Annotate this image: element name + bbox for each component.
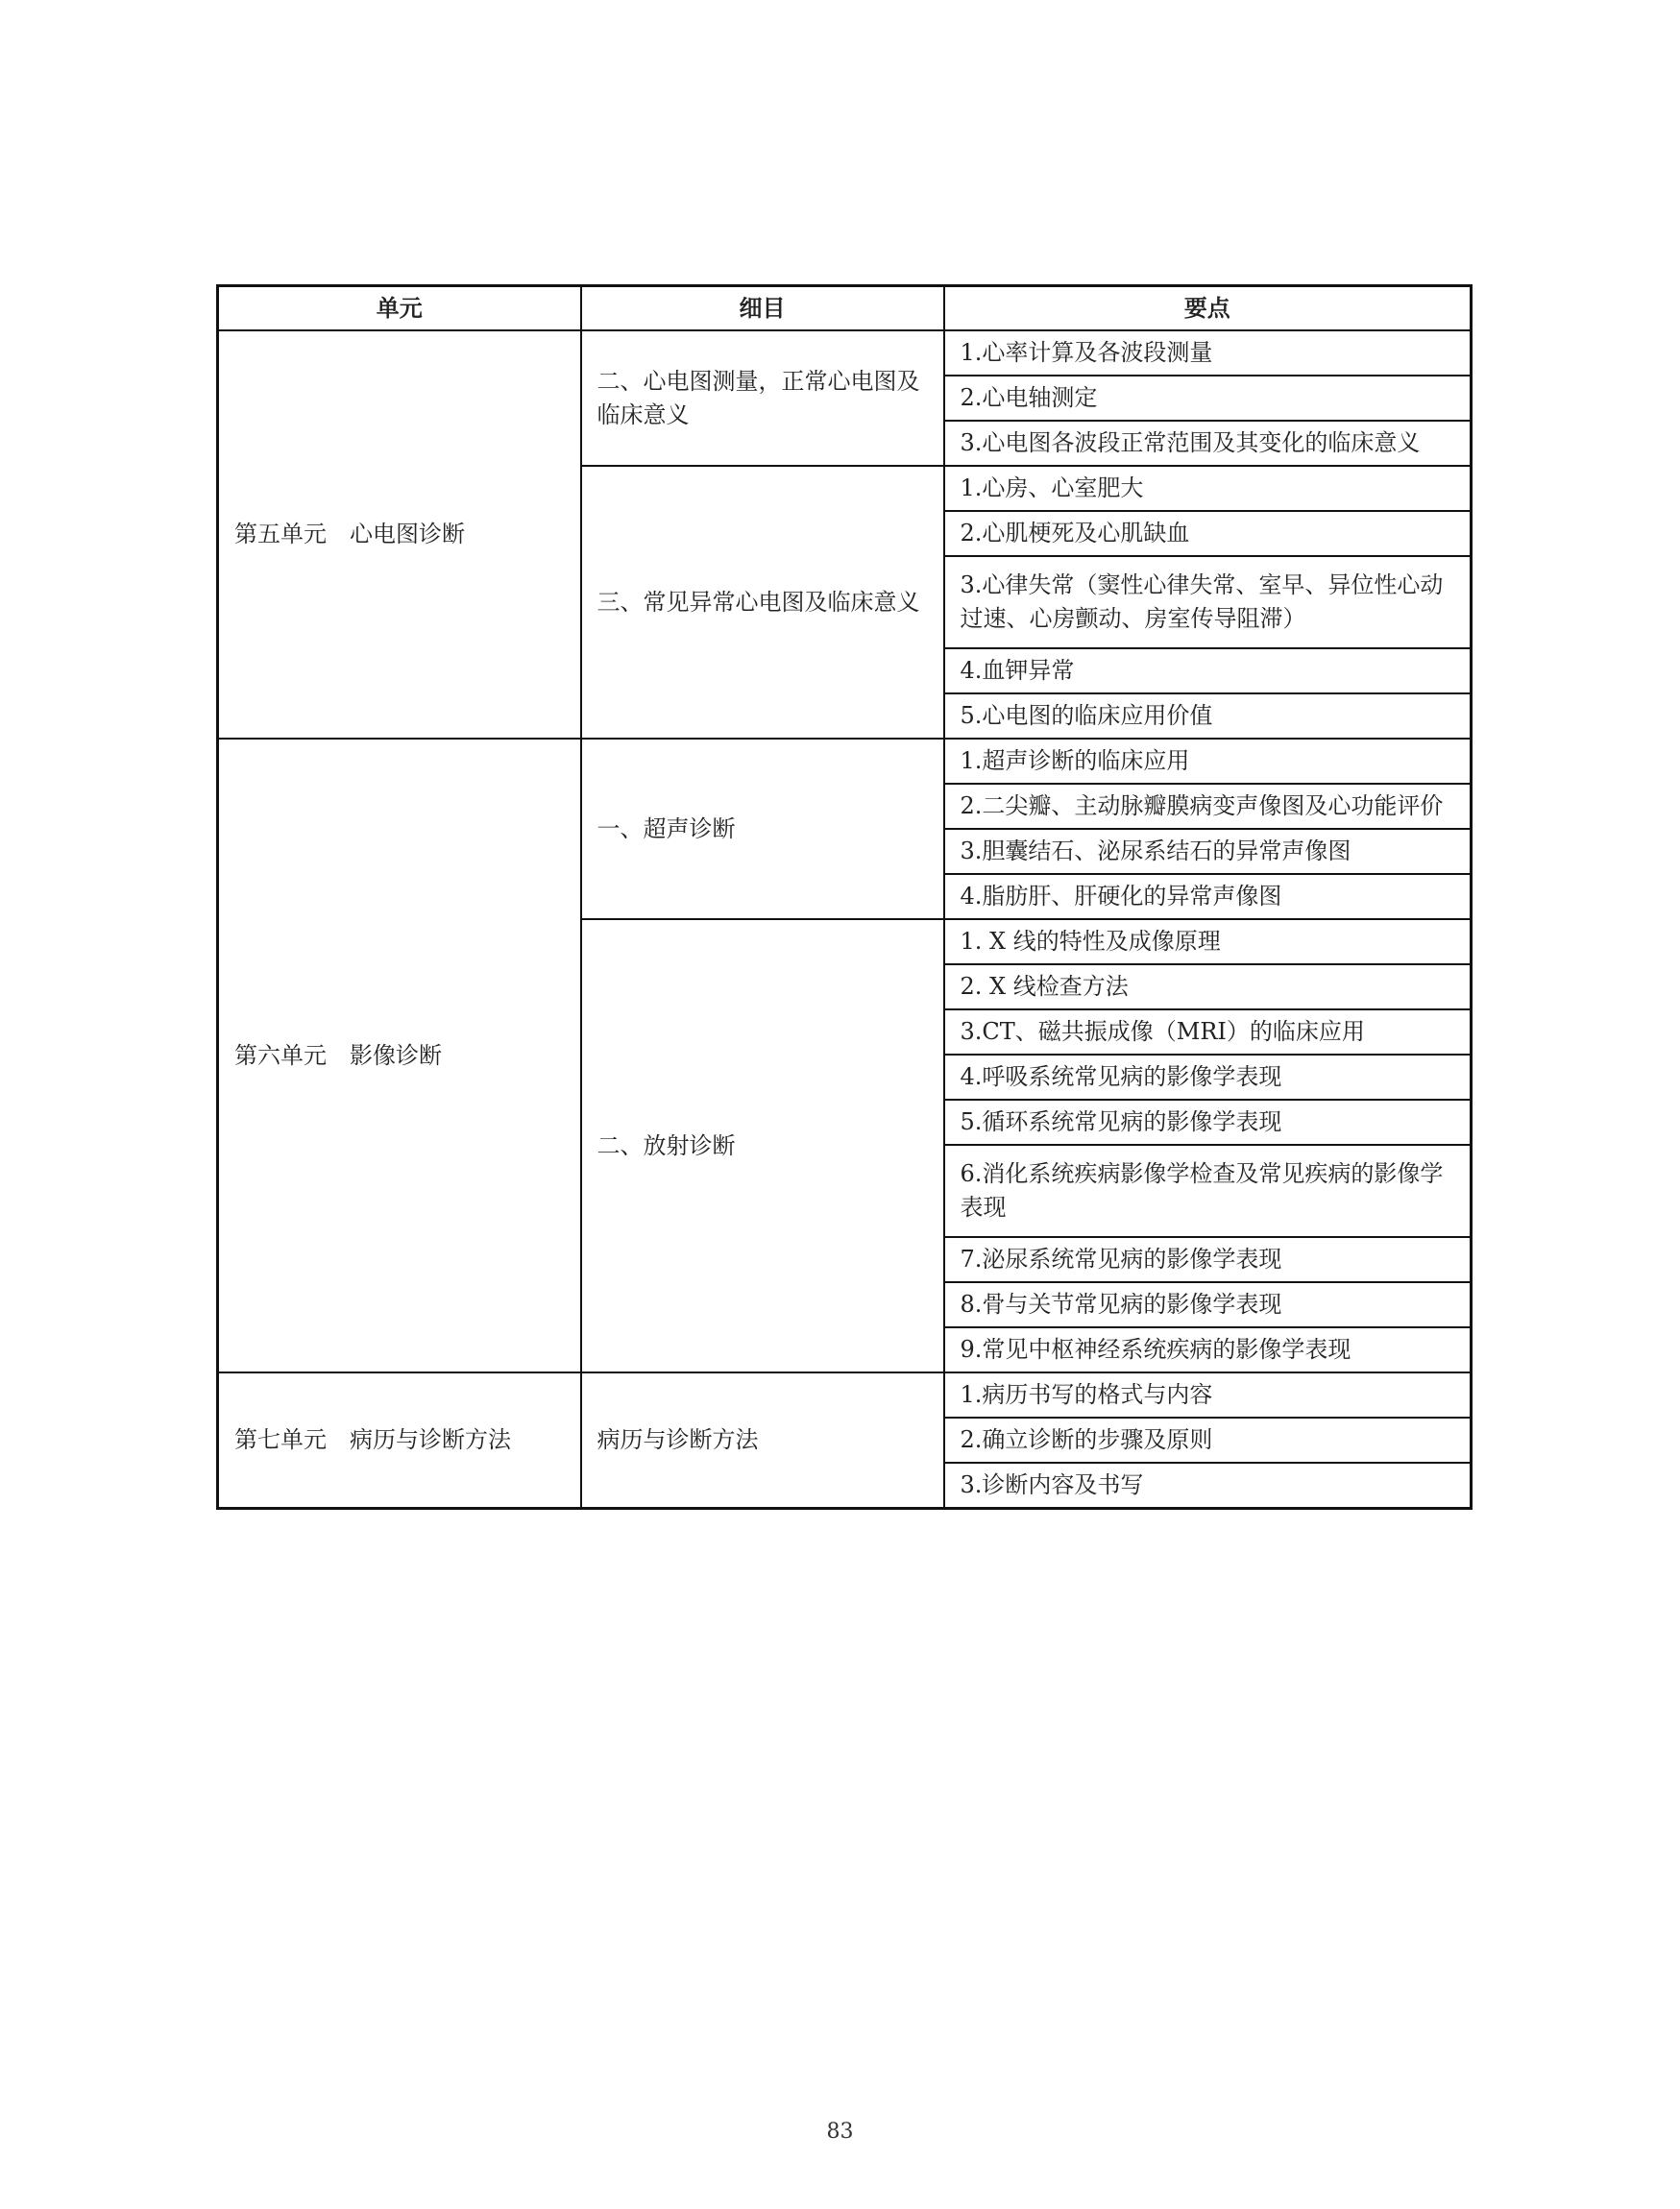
detail-cell: 三、常见异常心电图及临床意义 — [581, 466, 944, 739]
point-cell: 4.脂肪肝、肝硬化的异常声像图 — [944, 874, 1472, 919]
point-cell: 2. X 线检查方法 — [944, 964, 1472, 1009]
point-cell: 3.心律失常（窦性心律失常、室早、异位性心动过速、心房颤动、房室传导阻滞） — [944, 556, 1472, 648]
point-cell: 3.诊断内容及书写 — [944, 1463, 1472, 1509]
detail-cell: 病历与诊断方法 — [581, 1372, 944, 1509]
point-cell: 3.心电图各波段正常范围及其变化的临床意义 — [944, 421, 1472, 466]
page-number: 83 — [826, 2120, 854, 2144]
point-cell: 1.病历书写的格式与内容 — [944, 1372, 1472, 1418]
table-row — [218, 739, 1472, 784]
syllabus-table — [216, 284, 1473, 1510]
point-cell: 6.消化系统疾病影像学检查及常见疾病的影像学表现 — [944, 1145, 1472, 1237]
point-cell: 1. X 线的特性及成像原理 — [944, 919, 1472, 964]
header-row — [218, 286, 1472, 331]
point-cell: 2.二尖瓣、主动脉瓣膜病变声像图及心功能评价 — [944, 784, 1472, 829]
point-cell: 9.常见中枢神经系统疾病的影像学表现 — [944, 1327, 1472, 1372]
point-cell: 2.心电轴测定 — [944, 376, 1472, 421]
detail-cell: 二、放射诊断 — [581, 919, 944, 1372]
detail-cell: 二、心电图测量，正常心电图及临床意义 — [581, 330, 944, 466]
point-cell: 7.泌尿系统常见病的影像学表现 — [944, 1237, 1472, 1282]
point-cell: 3.胆囊结石、泌尿系结石的异常声像图 — [944, 829, 1472, 874]
table-row — [218, 330, 1472, 376]
header-unit: 单元 — [218, 286, 581, 331]
header-point: 要点 — [944, 286, 1472, 331]
unit-cell: 第六单元 影像诊断 — [218, 739, 581, 1372]
point-cell: 1.心率计算及各波段测量 — [944, 330, 1472, 376]
point-cell: 3.CT、磁共振成像（MRI）的临床应用 — [944, 1009, 1472, 1055]
unit-cell: 第七单元 病历与诊断方法 — [218, 1372, 581, 1509]
point-cell: 5.循环系统常见病的影像学表现 — [944, 1100, 1472, 1145]
point-cell: 4.血钾异常 — [944, 648, 1472, 693]
point-cell: 2.心肌梗死及心肌缺血 — [944, 511, 1472, 556]
table-row — [218, 1372, 1472, 1418]
header-detail: 细目 — [581, 286, 944, 331]
point-cell: 1.心房、心室肥大 — [944, 466, 1472, 511]
point-cell: 4.呼吸系统常见病的影像学表现 — [944, 1055, 1472, 1100]
point-cell: 2.确立诊断的步骤及原则 — [944, 1418, 1472, 1463]
point-cell: 5.心电图的临床应用价值 — [944, 693, 1472, 739]
detail-cell: 一、超声诊断 — [581, 739, 944, 919]
point-cell: 1.超声诊断的临床应用 — [944, 739, 1472, 784]
point-cell: 8.骨与关节常见病的影像学表现 — [944, 1282, 1472, 1327]
unit-cell: 第五单元 心电图诊断 — [218, 330, 581, 739]
